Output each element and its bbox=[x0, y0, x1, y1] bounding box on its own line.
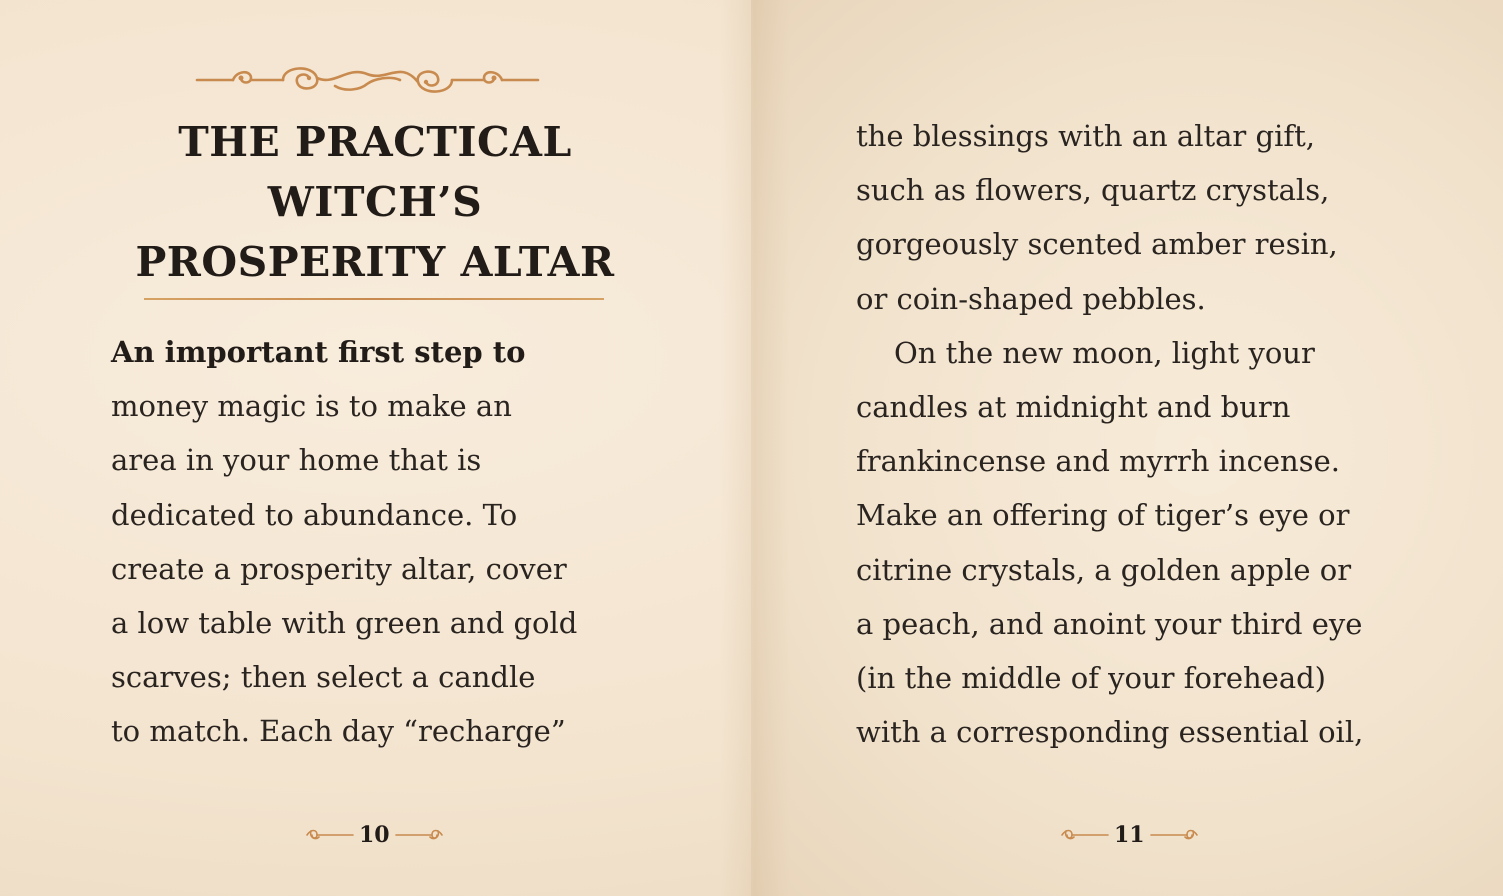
body-line: Make an offering of tiger’s eye or bbox=[856, 498, 1350, 533]
body-line: a peach, and anoint your third eye bbox=[856, 606, 1363, 641]
body-line: to match. Each day “recharge” bbox=[111, 714, 566, 749]
body-line: area in your home that is bbox=[111, 443, 482, 478]
body-line: dedicated to abundance. To bbox=[111, 497, 518, 532]
folio-flourish-icon bbox=[305, 825, 355, 845]
lead-in-line: An important first step to bbox=[111, 335, 526, 369]
folio-flourish-icon bbox=[394, 825, 444, 845]
title-line-2: WITCH’S bbox=[267, 178, 483, 226]
page-number: 10 bbox=[359, 822, 390, 848]
body-line: create a prosperity altar, cover bbox=[111, 551, 567, 586]
body-line: the blessings with an altar gift, bbox=[856, 119, 1315, 153]
body-line: a low table with green and gold bbox=[111, 606, 578, 641]
title-divider bbox=[144, 298, 604, 300]
body-line: gorgeously scented amber resin, bbox=[856, 227, 1338, 262]
body-line: frankincense and myrrh incense. bbox=[856, 444, 1340, 479]
body-line: scarves; then select a candle bbox=[111, 660, 536, 695]
body-line: candles at midnight and burn bbox=[856, 390, 1291, 425]
body-line: such as flowers, quartz crystals, bbox=[856, 173, 1330, 208]
book-gutter bbox=[720, 0, 790, 896]
page-number: 11 bbox=[1114, 822, 1145, 848]
body-line: or coin-shaped pebbles. bbox=[856, 281, 1206, 316]
body-line: citrine crystals, a golden apple or bbox=[856, 552, 1352, 587]
folio-flourish-icon bbox=[1149, 825, 1199, 845]
left-page-body bbox=[111, 325, 577, 759]
page-number-right bbox=[1060, 820, 1199, 850]
right-page-body bbox=[856, 109, 1363, 759]
body-line: with a corresponding essential oil, bbox=[856, 715, 1364, 750]
chapter-title bbox=[110, 112, 640, 292]
paragraph-start-line: On the new moon, light your bbox=[894, 335, 1315, 370]
body-line: money magic is to make an bbox=[111, 389, 512, 424]
flourish-ornament-icon bbox=[195, 56, 540, 102]
title-line-1: THE PRACTICAL bbox=[178, 118, 572, 166]
page-number-left bbox=[305, 820, 444, 850]
title-line-3: PROSPERITY ALTAR bbox=[135, 238, 615, 286]
body-line: (in the middle of your forehead) bbox=[856, 661, 1326, 696]
folio-flourish-icon bbox=[1060, 825, 1110, 845]
